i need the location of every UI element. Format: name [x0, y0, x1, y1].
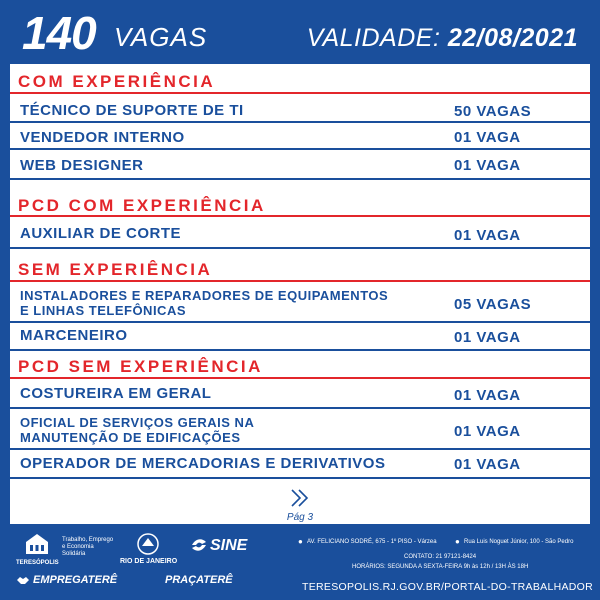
validity-date: 22/08/2021 [447, 24, 578, 52]
job-name: MARCENEIRO [20, 327, 128, 344]
secretaria-line: e Economia [62, 544, 94, 550]
row-divider [10, 178, 590, 180]
contact: CONTATO: 21 97121-8424 [404, 554, 477, 560]
location-pin-icon: ● [455, 537, 460, 546]
row-divider [10, 407, 590, 409]
address-1: AV. FELICIANO SODRÉ, 675 - 1º PISO - Várzea [307, 539, 437, 545]
job-name: VENDEDOR INTERNO [20, 129, 185, 146]
section-title: SEM EXPERIÊNCIA [18, 260, 213, 279]
empregatere-brand: EMPREGATERÊ [33, 574, 118, 586]
opening-hours: HORÁRIOS: SEGUNDA A SEXTA-FEIRA 9h às 12h / 13H ÀS 18H [352, 564, 529, 570]
row-divider [10, 349, 590, 351]
page-number: Pág 3 [286, 512, 314, 523]
sine-label: SINE [210, 537, 248, 554]
address-2: Rua Luis Noguet Júnior, 100 - São Pedro [464, 539, 574, 545]
row-divider [10, 247, 590, 249]
section-divider [10, 215, 590, 217]
job-qty: 01 VAGA [454, 423, 521, 440]
job-qty: 50 VAGAS [454, 103, 532, 120]
handshake-icon [16, 574, 30, 586]
section-title: COM EXPERIÊNCIA [18, 72, 216, 91]
location-pin-icon: ● [298, 537, 303, 546]
section-title: PCD SEM EXPERIÊNCIA [18, 357, 263, 376]
validity-label: VALIDADE: [306, 24, 441, 52]
section-title: PCD COM EXPERIÊNCIA [18, 196, 266, 215]
secretaria-text [62, 537, 113, 558]
validity [307, 24, 578, 53]
row-divider [10, 148, 590, 150]
header [0, 0, 600, 64]
pracatere-brand: PRAÇATERÊ [165, 574, 233, 586]
job-name: OPERADOR DE MERCADORIAS E DERIVATIVOS [20, 455, 386, 472]
vacancy-count-label: VAGAS [114, 22, 208, 52]
row-divider [10, 321, 590, 323]
job-name: COSTUREIRA EM GERAL [20, 385, 212, 402]
job-name-line2: E LINHAS TELEFÔNICAS [20, 303, 187, 318]
secretaria-line: Trabalho, Emprego [62, 537, 114, 543]
vacancy-count: 140 [22, 7, 96, 59]
job-name: AUXILIAR DE CORTE [20, 225, 182, 242]
job-qty: 01 VAGA [454, 456, 521, 473]
row-divider [10, 448, 590, 450]
sine-logo-icon [190, 536, 208, 554]
secretaria-line: Solidária [62, 551, 86, 557]
row-divider [10, 477, 590, 479]
prefeitura-name: TERESÓPOLIS [16, 560, 59, 566]
job-qty: 01 VAGA [454, 227, 521, 244]
job-name-line2: MANUTENÇÃO DE EDIFICAÇÕES [20, 430, 241, 445]
job-qty: 01 VAGA [454, 329, 521, 346]
job-name-line1: OFICIAL DE SERVIÇOS GERAIS NA [20, 415, 255, 430]
rj-coat-of-arms-icon [136, 532, 160, 556]
vacancy-list-panel [10, 64, 590, 524]
job-qty: 01 VAGA [454, 129, 521, 146]
job-qty: 01 VAGA [454, 387, 521, 404]
section-divider [10, 280, 590, 282]
job-name: TÉCNICO DE SUPORTE DE TI [20, 102, 244, 119]
section-divider [10, 377, 590, 379]
section-divider [10, 92, 590, 94]
row-divider [10, 121, 590, 123]
next-page-icon[interactable] [290, 488, 312, 508]
job-qty: 05 VAGAS [454, 296, 532, 313]
job-qty: 01 VAGA [454, 157, 521, 174]
teresopolis-crest-icon [22, 532, 52, 558]
job-name: WEB DESIGNER [20, 157, 144, 174]
job-name-line1: INSTALADORES E REPARADORES DE EQUIPAMENTOS [20, 288, 389, 303]
footer [0, 524, 600, 600]
governo-rj: RIO DE JANEIRO [120, 558, 178, 565]
portal-url[interactable]: TERESOPOLIS.RJ.GOV.BR/PORTAL-DO-TRABALHADOR [302, 581, 594, 593]
